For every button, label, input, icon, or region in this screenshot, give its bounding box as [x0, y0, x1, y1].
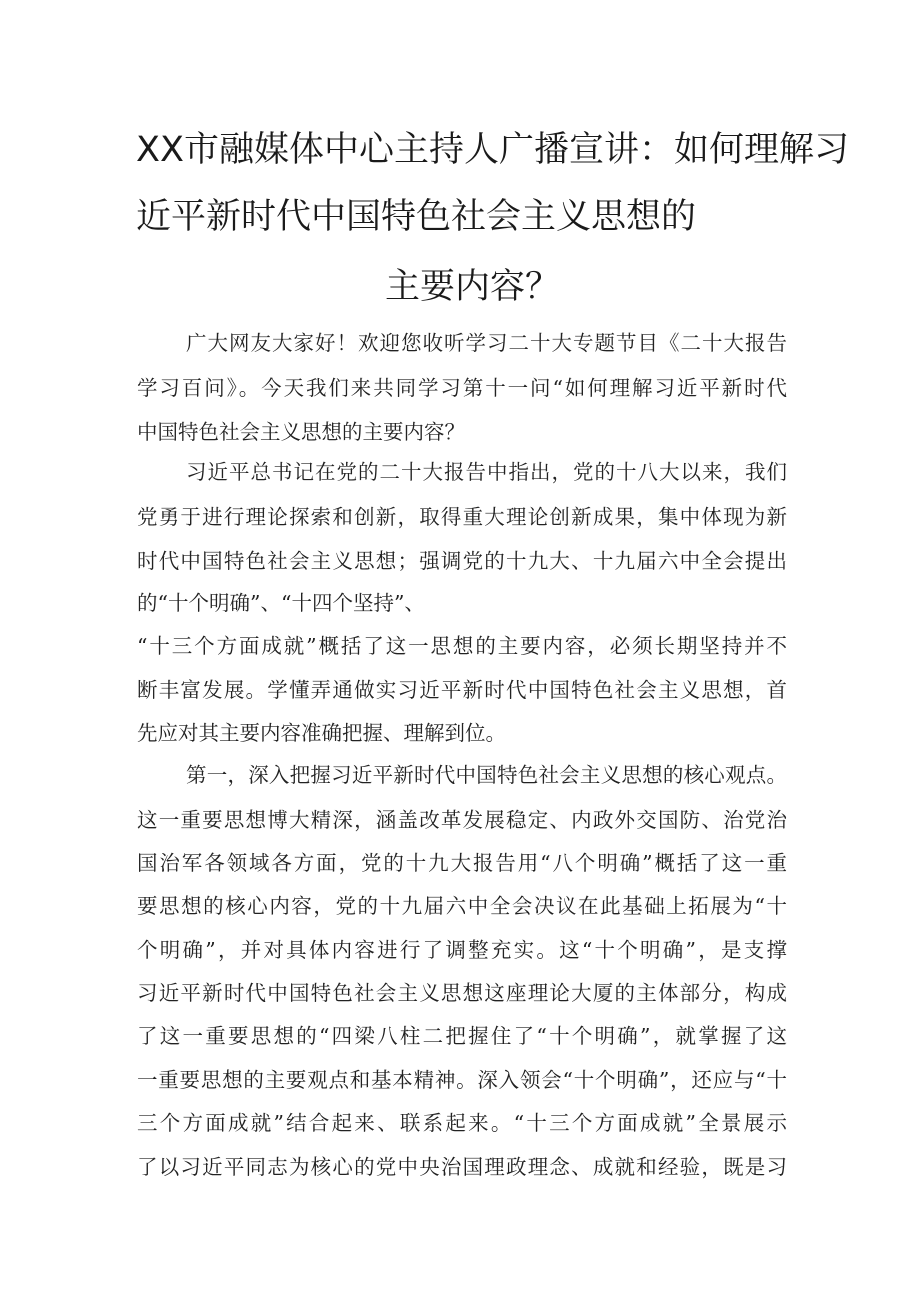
- paragraph-3-line-9: 三个方面成就”结合起来、联系起来。“十三个方面成就”全景展示: [137, 1111, 787, 1135]
- paragraph-3-line-7: 了这一重要思想的“四梁八柱二把握住了“十个明确”，就掌握了这: [137, 1024, 787, 1048]
- paragraph-2-line-3: 时代中国特色社会主义思想；强调党的十九大、十九届六中全会提出: [137, 549, 787, 573]
- paragraph-3-line-6: 习近平新时代中国特色社会主义思想这座理论大厦的主体部分，构成: [137, 981, 787, 1005]
- paragraph-3-line-5: 个明确”，并对具体内容进行了调整充实。这“十个明确”，是支撑: [137, 938, 787, 962]
- paragraph-2-line-4: 的“十个明确”、“十四个坚持”、: [137, 591, 425, 615]
- paragraph-2-line-6: 断丰富发展。学懂弄通做实习近平新时代中国特色社会主义思想，首: [137, 678, 787, 702]
- paragraph-2-line-5: “十三个方面成就”概括了这一思想的主要内容，必须长期坚持并不: [137, 634, 787, 658]
- paragraph-3-line-10: 了以习近平同志为核心的党中央治国理政理念、成就和经验，既是习: [137, 1155, 787, 1179]
- title-line-3: 主要内容？: [385, 267, 561, 307]
- title-line-2: 近平新时代中国特色社会主义思想的: [136, 197, 697, 237]
- paragraph-2-line-7: 先应对其主要内容准确把握、理解到位。: [137, 721, 506, 745]
- paragraph-1-line-2: 学习百问》。今天我们来共同学习第十一问“如何理解习近平新时代: [137, 376, 787, 400]
- paragraph-1-line-3: 中国特色社会主义思想的主要内容？: [137, 420, 465, 444]
- paragraph-3-line-4: 要思想的核心内容，党的十九届六中全会决议在此基础上拓展为“十: [137, 894, 787, 918]
- paragraph-3-line-8: 一重要思想的主要观点和基本精神。深入领会“十个明确”，还应与“十: [137, 1068, 787, 1092]
- paragraph-2-line-2: 党勇于进行理论探索和创新，取得重大理论创新成果，集中体现为新: [137, 505, 787, 529]
- paragraph-2-line-1: 习近平总书记在党的二十大报告中指出，党的十八大以来，我们: [186, 460, 787, 484]
- paragraph-3-line-3: 国治军各领域各方面，党的十九大报告用“八个明确”概括了这一重: [137, 851, 787, 875]
- paragraph-3-line-1: 第一，深入把握习近平新时代中国特色社会主义思想的核心观点。: [186, 763, 787, 787]
- title-line-1: XX市融媒体中心主持人广播宣讲：如何理解习: [136, 130, 849, 170]
- paragraph-3-line-2: 这一重要思想博大精深，涵盖改革发展稳定、内政外交国防、治党治: [137, 808, 787, 832]
- paragraph-1-line-1: 广大网友大家好！欢迎您收听学习二十大专题节目《二十大报告: [186, 331, 787, 355]
